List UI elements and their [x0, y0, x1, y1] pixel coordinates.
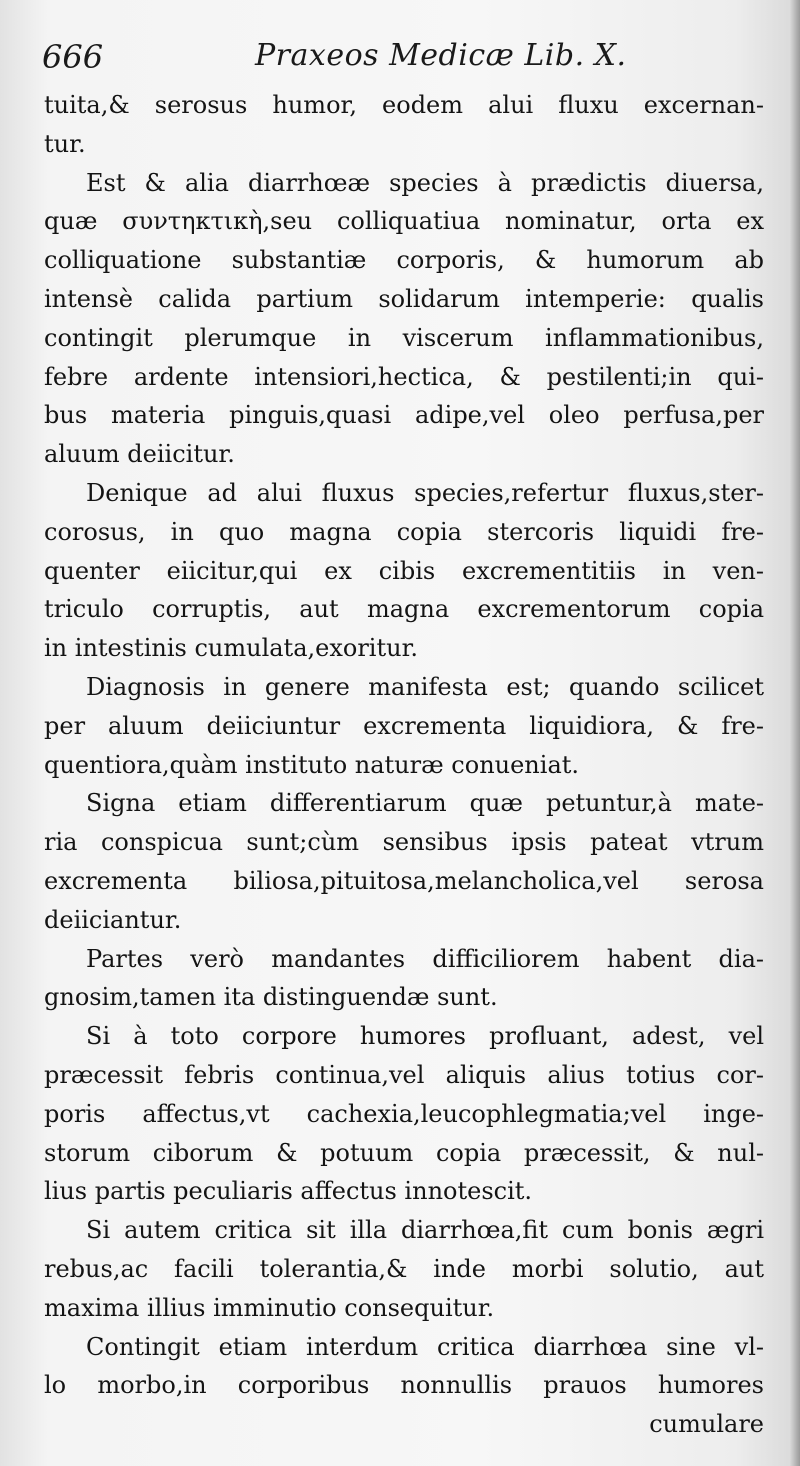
text-line: quenter eiicitur,qui ex cibis excrementitiis in ven-	[44, 556, 764, 585]
text-line: lius partis peculiaris affectus innotescit.	[44, 1177, 533, 1206]
paragraph-first-line: Diagnosis in genere manifesta est; quando scilicet	[86, 672, 764, 701]
text-line: ria conspicua sunt;cùm sensibus ipsis pateat vtrum	[44, 828, 764, 857]
page-header	[42, 38, 762, 88]
paragraph-first-line: Denique ad alui fluxus species,refertur fluxus,ster-	[86, 478, 764, 507]
running-title: Praxeos Medicæ Lib. X.	[255, 38, 627, 73]
text-line: storum ciborum & potuum copia præcessit, & nul-	[44, 1138, 764, 1167]
text-line: maxima illius imminutio consequitur.	[44, 1293, 495, 1322]
paragraph-first-line: Signa etiam differentiarum quæ petuntur,à mate-	[86, 789, 764, 818]
body-text	[44, 86, 764, 1444]
text-line: poris affectus,vt cachexia,leucophlegmatia;vel inge-	[44, 1099, 764, 1128]
text-line: triculo corruptis, aut magna excrementorum copia	[44, 595, 764, 624]
text-line: tuita,& serosus humor, eodem alui fluxu excernan-	[44, 91, 764, 119]
text-line: aluum deiicitur.	[44, 440, 235, 469]
text-line: contingit plerumque in viscerum inflammationibus,	[44, 323, 764, 352]
text-line: deiiciantur.	[44, 905, 182, 934]
paragraph-first-line: Si autem critica sit illa diarrhœa,fit cum bonis ægri	[86, 1216, 764, 1245]
paragraph-first-line: Contingit etiam interdum critica diarrhœa sine vl-	[86, 1332, 764, 1361]
page-number: 666	[42, 38, 104, 76]
text-line: gnosim,tamen ita distinguendæ sunt.	[44, 983, 498, 1012]
text-line: quæ συντηκτικὴ,seu colliquatiua nominatur, orta ex	[44, 207, 764, 236]
text-line: bus materia pinguis,quasi adipe,vel oleo perfusa,per	[44, 401, 764, 430]
text-line: lo morbo,in corporibus nonnullis prauos humores	[44, 1371, 764, 1400]
catchword: cumulare	[649, 1410, 764, 1439]
text-line: per aluum deiiciuntur excrementa liquidiora, & fre-	[44, 711, 764, 740]
text-line: corosus, in quo magna copia stercoris liquidi fre-	[44, 517, 764, 546]
page-edge	[790, 0, 800, 1466]
text-line: tur.	[44, 129, 86, 158]
text-line: intensè calida partium solidarum intemperie: qualis	[44, 284, 764, 313]
text-line: in intestinis cumulata,exoritur.	[44, 634, 419, 663]
text-line: colliquatione substantiæ corporis, & humorum ab	[44, 246, 764, 275]
paragraph-first-line: Si à toto corpore humores profluant, adest, vel	[86, 1022, 764, 1051]
text-line: rebus,ac facili tolerantia,& inde morbi solutio, aut	[44, 1254, 764, 1283]
text-line: præcessit febris continua,vel aliquis alius totius cor-	[44, 1060, 764, 1089]
paragraph-first-line: Est & alia diarrhœæ species à prædictis diuersa,	[86, 168, 764, 197]
text-line: quentiora,quàm instituto naturæ conueniat.	[44, 750, 580, 779]
paragraph-first-line: Partes verò mandantes difficiliorem habent dia-	[86, 944, 764, 973]
text-line: febre ardente intensiori,hectica, & pestilenti;in qui-	[44, 362, 764, 391]
text-line: excrementa biliosa,pituitosa,melancholica,vel serosa	[44, 866, 764, 895]
